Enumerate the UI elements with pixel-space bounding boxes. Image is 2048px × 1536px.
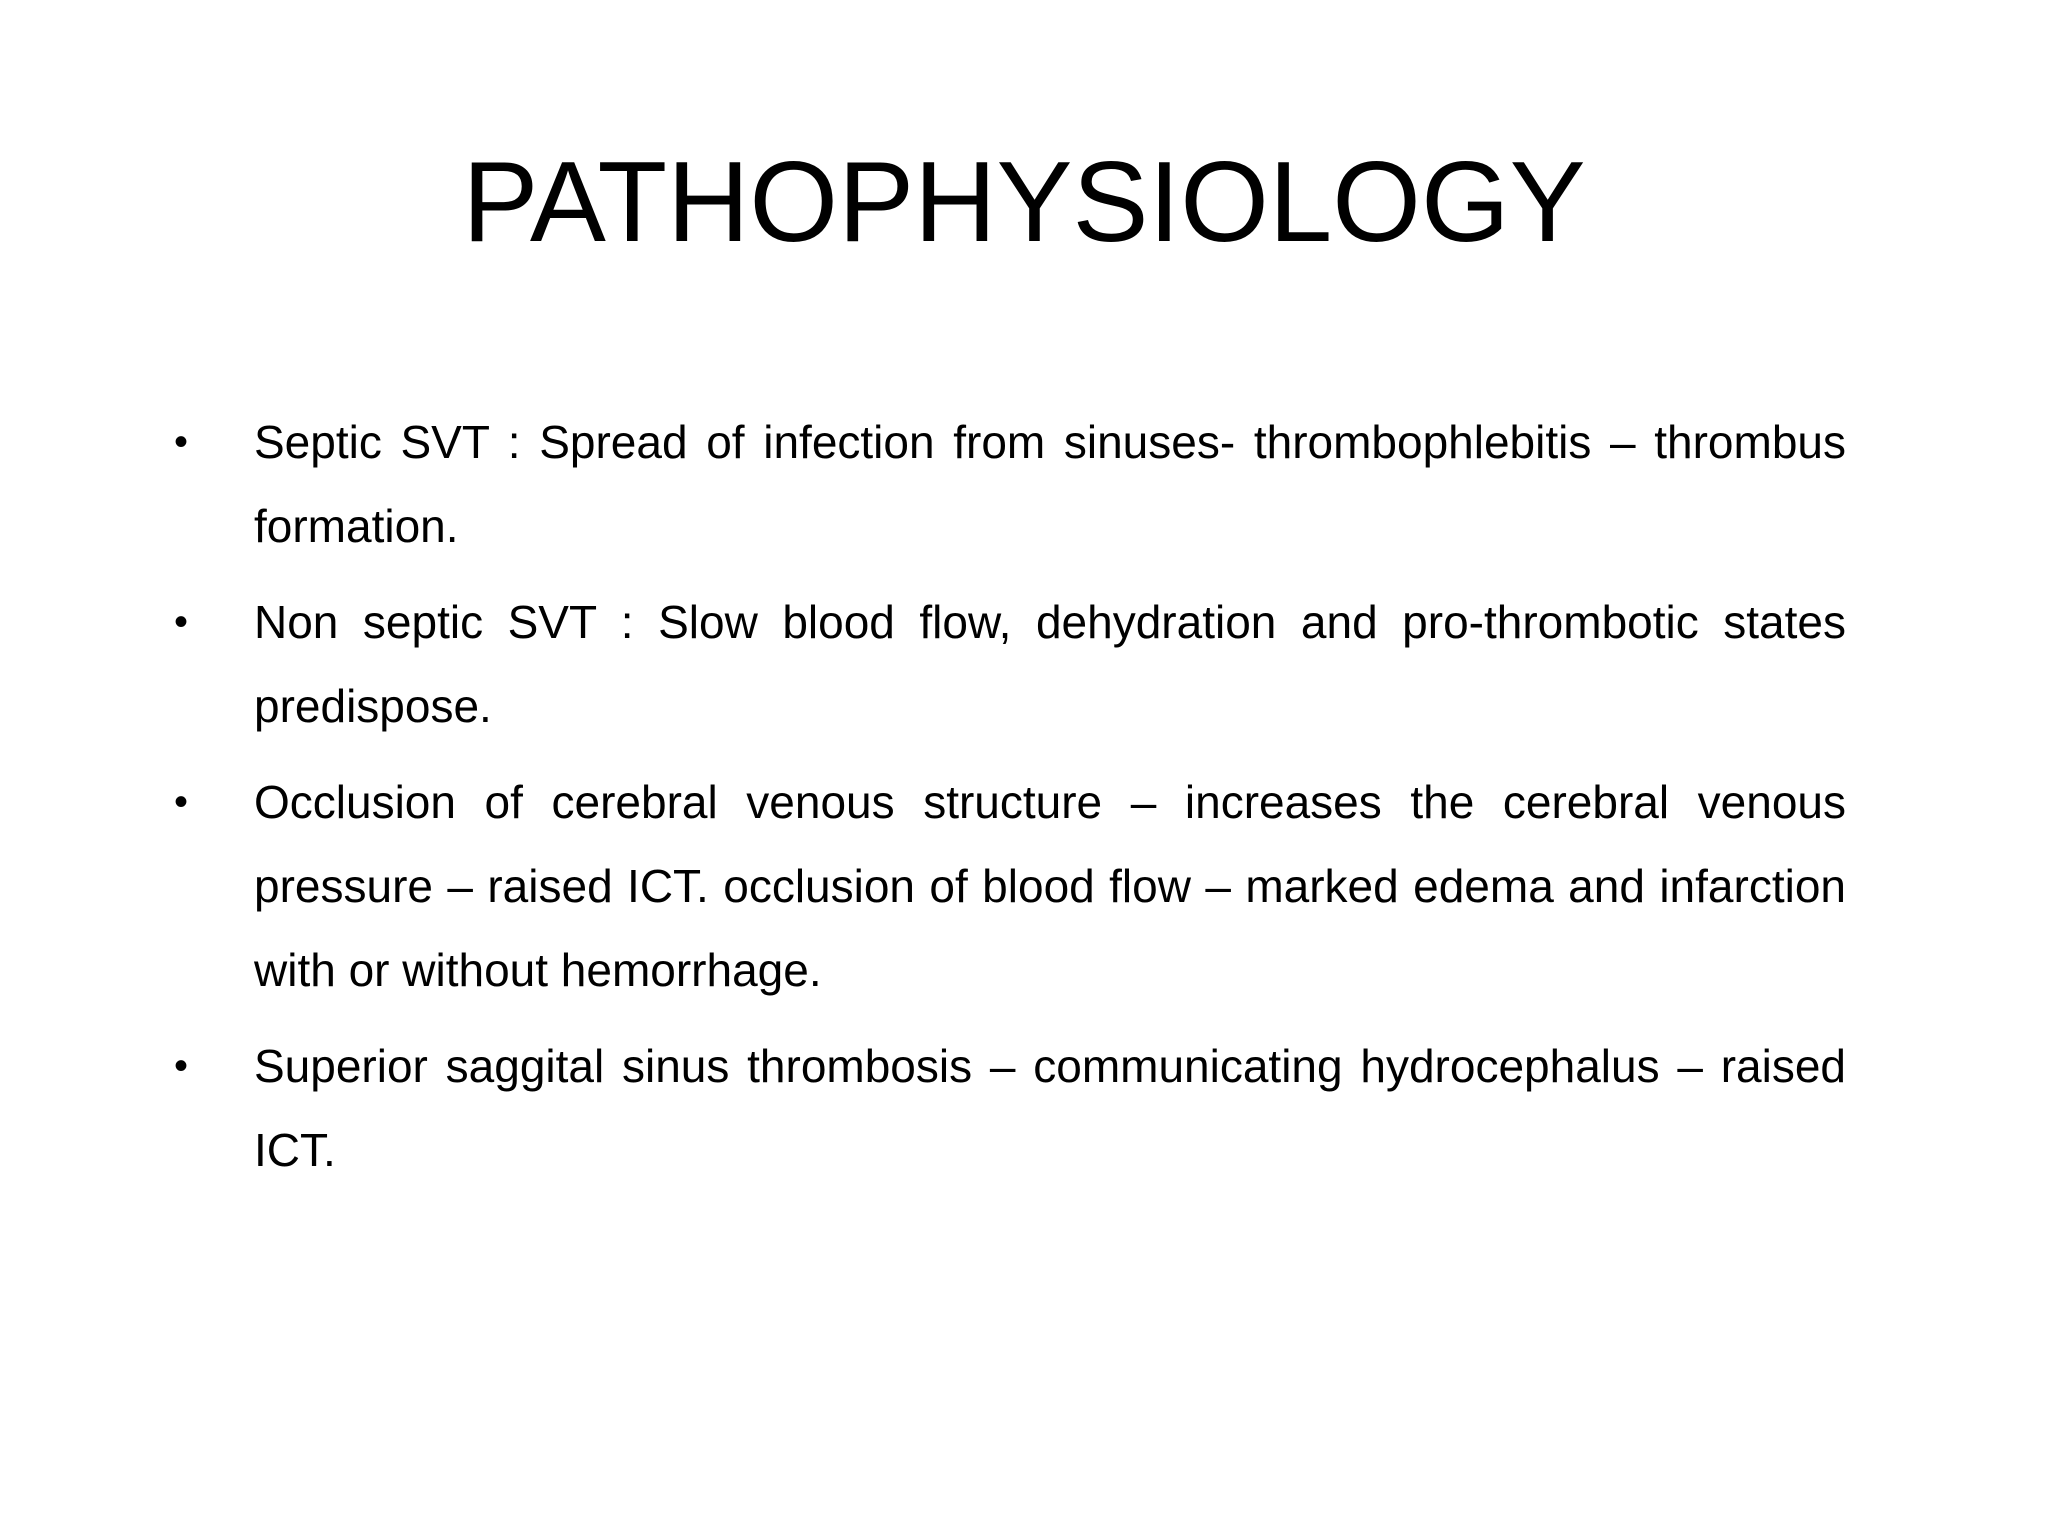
bullet-icon: • <box>174 780 189 824</box>
bullet-list <box>174 400 1846 1204</box>
bullet-icon: • <box>174 420 189 464</box>
bullet-icon: • <box>174 1044 189 1088</box>
bullet-text: Septic SVT : Spread of infection from sinuses- thrombophlebitis – thrombus formation. <box>254 416 1846 552</box>
bullet-text: Non septic SVT : Slow blood flow, dehydration and pro-thrombotic states predispose. <box>254 596 1846 732</box>
list-item <box>174 760 1846 1012</box>
list-item <box>174 1024 1846 1192</box>
bullet-text: Superior saggital sinus thrombosis – communicating hydrocephalus – raised ICT. <box>254 1040 1846 1176</box>
bullet-icon: • <box>174 600 189 644</box>
list-item <box>174 580 1846 748</box>
list-item <box>174 400 1846 568</box>
slide-title: PATHOPHYSIOLOGY <box>462 139 1586 266</box>
bullet-text: Occlusion of cerebral venous structure – increases the cerebral venous pressure – raised ICT. occlusion of blood flow – marked edema and infarction with or without hemorrhage. <box>254 776 1846 996</box>
